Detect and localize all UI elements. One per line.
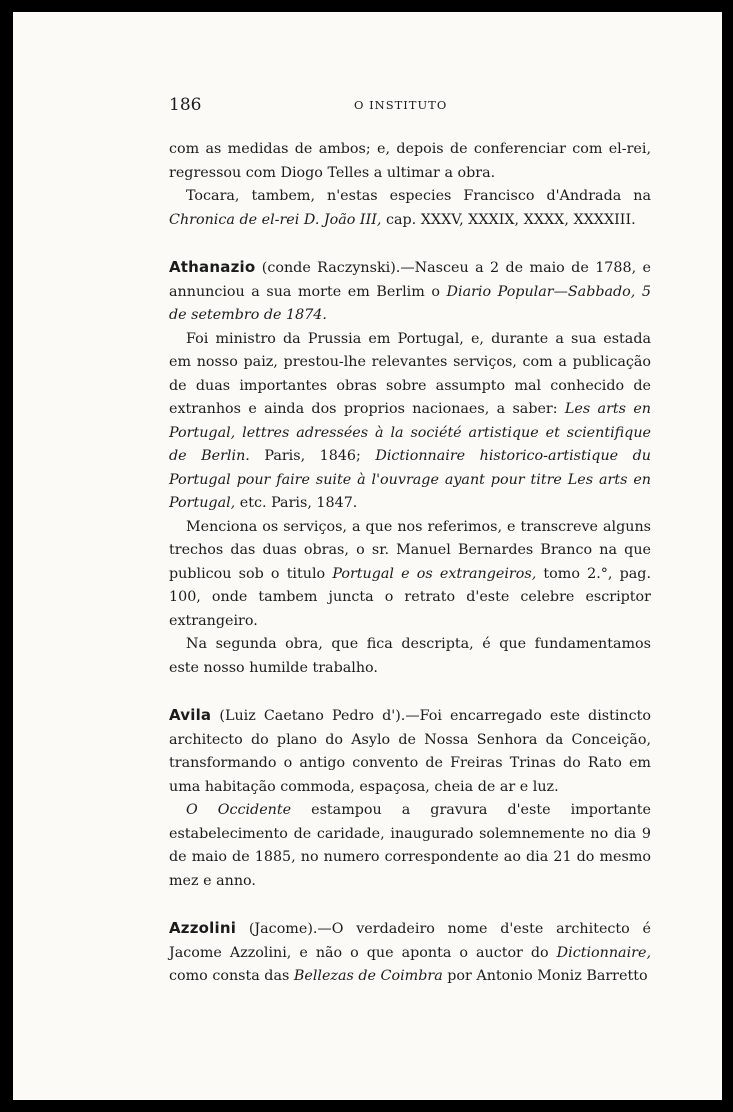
headword-avila: Avila xyxy=(169,706,212,724)
athanazio-paragraph-2: Foi ministro da Prussia em Portugal, e, durante a sua estada em nosso paiz, prestou-lhe relevantes serviços, com a publicação de duas importantes obras sobre assumpto mal conhecido de extranhos e ainda dos proprios nacionaes, a saber: Les arts en Portugal, lettres adressées à la société artistique et scientifique de Berlin. Paris, 1846; Dictionnaire historico-artistique du Portugal pour faire suite à l'ouvrage ayant pour titre Les arts en Portugal, etc. Paris, 1847. xyxy=(169,330,651,511)
page-body xyxy=(169,138,651,989)
entry-athanazio: Athanazio (conde Raczynski).—Nasceu a 2 de maio de 1788, e annunciou a sua morte em Berlim o Diario Popular—Sabbado, 5 de setembro de 1874. xyxy=(169,258,651,323)
book-page xyxy=(13,12,722,1100)
continuation-paragraph: com as medidas de ambos; e, depois de conferenciar com el-rei, regressou com Diogo Telles a ultimar a obra. xyxy=(169,141,651,181)
athanazio-paragraph-3: Menciona os serviços, a que nos referimos, e transcreve alguns trechos das duas obras, o sr. Manuel Bernardes Branco na que publicou sob o titulo Portugal e os extrangeiros, tomo 2.°, pag. 100, onde tambem juncta o retrato d'este celebre escriptor extrangeiro. xyxy=(169,518,651,629)
headword-athanazio: Athanazio xyxy=(169,258,256,276)
entry-azzolini: Azzolini (Jacome).—O verdadeiro nome d'este architecto é Jacome Azzolini, e não o que aponta o auctor do Dictionnaire, como consta das Bellezas de Coimbra por Antonio Moniz Barretto xyxy=(169,919,651,984)
page-header xyxy=(169,95,651,119)
running-title: O INSTITUTO xyxy=(354,98,448,112)
continuation-paragraph-2: Tocara, tambem, n'estas especies Francisco d'Andrada na Chronica de el-rei D. João III, cap. XXXV, XXXIX, XXXX, XXXXIII. xyxy=(169,188,651,228)
avila-paragraph-2: O Occidente estampou a gravura d'este importante estabelecimento de caridade, inaugurado solemnemente no dia 9 de maio de 1885, no numero correspondente ao dia 21 do mesmo mez e anno. xyxy=(169,802,651,889)
page-number: 186 xyxy=(169,95,202,115)
athanazio-paragraph-4: Na segunda obra, que fica descripta, é que fundamentamos este nosso humilde trabalho. xyxy=(169,636,651,676)
entry-avila: Avila (Luiz Caetano Pedro d').—Foi encarregado este distincto architecto do plano do Asylo de Nossa Senhora da Conceição, transformando o antigo convento de Freiras Trinas do Rato em uma habitação commoda, espaçosa, cheia de ar e luz. xyxy=(169,706,651,795)
headword-azzolini: Azzolini xyxy=(169,919,237,937)
